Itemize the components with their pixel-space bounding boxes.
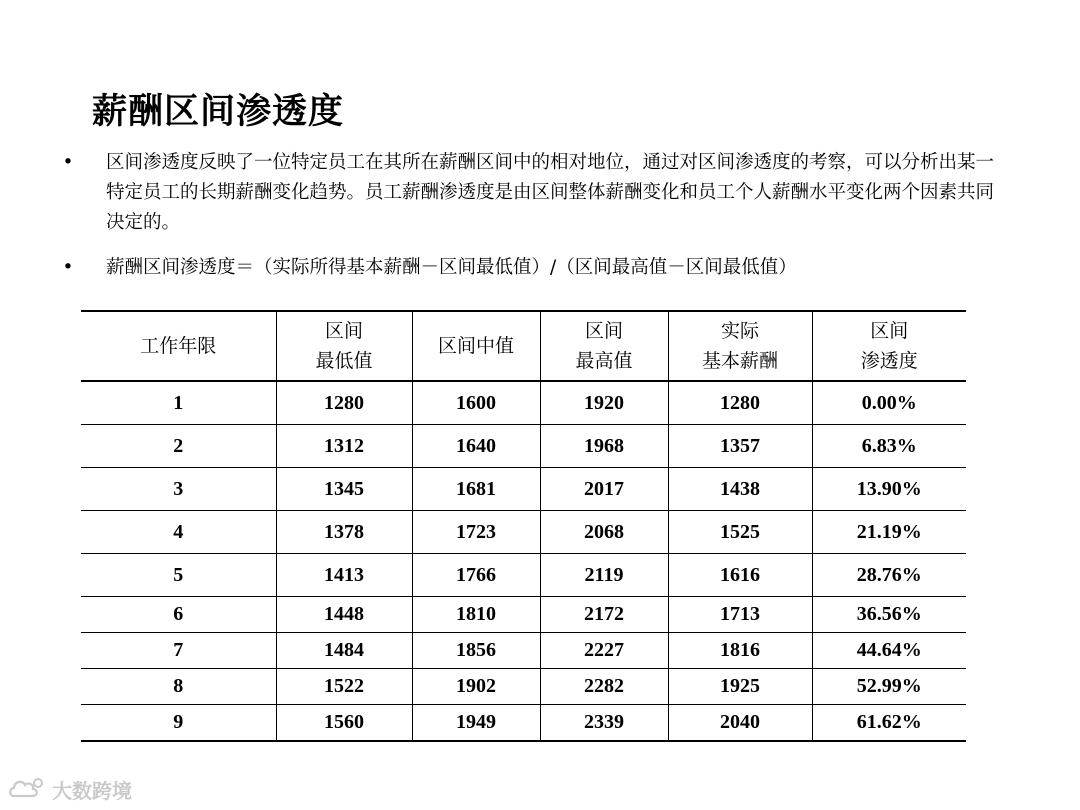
cell-mid: 1723: [412, 511, 540, 554]
cell-penetration: 28.76%: [812, 554, 966, 597]
cell-mid: 1949: [412, 705, 540, 742]
cell-min: 1378: [276, 511, 412, 554]
cell-max: 2282: [540, 669, 668, 705]
cell-penetration: 52.99%: [812, 669, 966, 705]
cell-penetration: 61.62%: [812, 705, 966, 742]
cell-actual: 1816: [668, 633, 812, 669]
cell-years: 3: [81, 468, 276, 511]
table-row: [81, 468, 966, 511]
cell-mid: 1640: [412, 425, 540, 468]
table-header-row: [81, 311, 966, 381]
cell-min: 1413: [276, 554, 412, 597]
table-row: [81, 425, 966, 468]
cell-mid: 1810: [412, 597, 540, 633]
table-row: [81, 554, 966, 597]
cell-max: 1968: [540, 425, 668, 468]
cell-max: 2339: [540, 705, 668, 742]
cell-actual: 1357: [668, 425, 812, 468]
cell-max: 2227: [540, 633, 668, 669]
cell-years: 8: [81, 669, 276, 705]
table-row: [81, 705, 966, 742]
header-range-penetration: 区间 渗透度: [812, 311, 966, 381]
table-row: [81, 597, 966, 633]
cell-penetration: 21.19%: [812, 511, 966, 554]
cell-min: 1312: [276, 425, 412, 468]
cell-penetration: 36.56%: [812, 597, 966, 633]
bullet-dot: •: [62, 257, 74, 278]
cell-actual: 1925: [668, 669, 812, 705]
salary-range-table: [81, 310, 966, 742]
cell-actual: 1438: [668, 468, 812, 511]
cell-penetration: 44.64%: [812, 633, 966, 669]
header-work-years: 工作年限: [81, 311, 276, 381]
cell-min: 1280: [276, 381, 412, 425]
cell-mid: 1766: [412, 554, 540, 597]
cell-min: 1522: [276, 669, 412, 705]
bullet-dot: •: [62, 152, 74, 173]
cell-mid: 1681: [412, 468, 540, 511]
cell-max: 2172: [540, 597, 668, 633]
header-range-min: 区间 最低值: [276, 311, 412, 381]
cell-years: 4: [81, 511, 276, 554]
page-title: 薪酬区间渗透度: [92, 92, 345, 132]
table-row: [81, 511, 966, 554]
cell-max: 1920: [540, 381, 668, 425]
cell-years: 6: [81, 597, 276, 633]
cell-actual: 1280: [668, 381, 812, 425]
cell-min: 1345: [276, 468, 412, 511]
cell-min: 1560: [276, 705, 412, 742]
cell-years: 2: [81, 425, 276, 468]
cell-actual: 1713: [668, 597, 812, 633]
cell-years: 7: [81, 633, 276, 669]
cell-actual: 1616: [668, 554, 812, 597]
cell-penetration: 0.00%: [812, 381, 966, 425]
table-row: [81, 381, 966, 425]
bullet-text: 区间渗透度反映了一位特定员工在其所在薪酬区间中的相对地位，通过对区间渗透度的考察，可以分析出某一特定员工的长期薪酬变化趋势。员工薪酬渗透度是由区间整体薪酬变化和员工个人薪酬水平变化两个因素共同决定的。: [106, 152, 995, 233]
cell-years: 1: [81, 381, 276, 425]
cell-max: 2017: [540, 468, 668, 511]
bullet-list: [62, 148, 1012, 283]
cell-max: 2068: [540, 511, 668, 554]
bullet-item: [62, 148, 1012, 238]
table-row: [81, 669, 966, 705]
cell-max: 2119: [540, 554, 668, 597]
cell-penetration: 13.90%: [812, 468, 966, 511]
bullet-item: [62, 253, 1012, 283]
cell-mid: 1902: [412, 669, 540, 705]
watermark: [8, 774, 132, 804]
cell-actual: 2040: [668, 705, 812, 742]
cell-mid: 1600: [412, 381, 540, 425]
table-row: [81, 633, 966, 669]
cell-years: 9: [81, 705, 276, 742]
cell-years: 5: [81, 554, 276, 597]
cell-penetration: 6.83%: [812, 425, 966, 468]
cell-min: 1448: [276, 597, 412, 633]
cell-actual: 1525: [668, 511, 812, 554]
header-range-max: 区间 最高值: [540, 311, 668, 381]
formula-text: 薪酬区间渗透度＝（实际所得基本薪酬－区间最低值）/（区间最高值－区间最低值）: [106, 257, 797, 278]
cell-mid: 1856: [412, 633, 540, 669]
cloud-logo-icon: [8, 776, 46, 802]
header-range-mid: 区间中值: [412, 311, 540, 381]
watermark-text: 大数跨境: [52, 778, 132, 803]
header-actual-base-pay: 实际 基本薪酬: [668, 311, 812, 381]
cell-min: 1484: [276, 633, 412, 669]
